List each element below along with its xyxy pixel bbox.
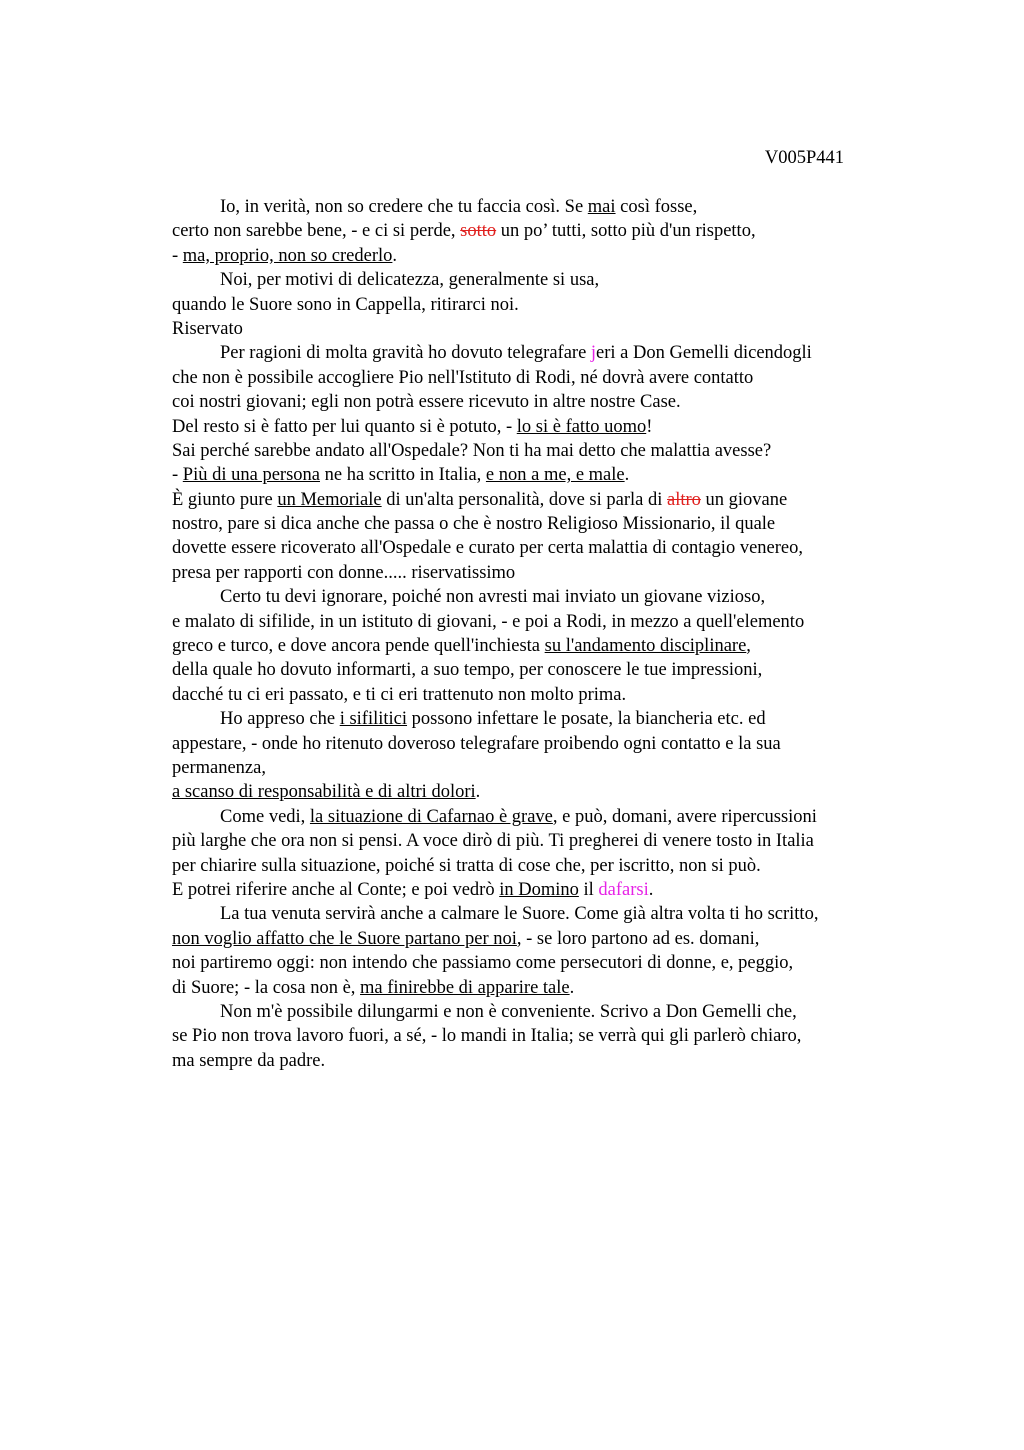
text-line <box>172 683 912 707</box>
text-line <box>172 293 912 317</box>
text-segment: Del resto si è fatto per lui quanto si è potuto, - <box>172 416 517 437</box>
text-line <box>172 512 912 536</box>
text-segment: Noi, per motivi di delicatezza, generalmente si usa, <box>220 270 600 291</box>
text-segment: - <box>172 245 183 266</box>
text-segment: È giunto pure <box>172 489 278 510</box>
text-line <box>172 268 912 292</box>
text-segment: il <box>578 879 599 900</box>
text-line <box>172 951 912 975</box>
text-segment: Ho appreso che <box>220 709 340 730</box>
text-segment: così fosse, <box>615 197 698 217</box>
underlined-text: i sifilitici <box>339 709 408 730</box>
text-segment: nostro, pare si dica anche che passa o che è nostro Religioso Missionario, il quale <box>172 514 776 535</box>
text-line <box>172 854 912 878</box>
text-line <box>172 707 912 731</box>
underlined-text: mai <box>587 197 616 217</box>
underlined-text: un Memoriale <box>277 489 382 510</box>
underlined-text: a scanso di responsabilità e di altri dolori <box>172 782 476 803</box>
text-line <box>172 1000 912 1024</box>
text-segment: di un'alta personalità, dove si parla di <box>381 489 668 510</box>
underlined-text: lo si è fatto uomo <box>516 416 647 437</box>
text-line <box>172 634 912 658</box>
underlined-text: la situazione di Cafarnao è grave <box>309 806 553 827</box>
text-segment: . <box>648 879 654 900</box>
text-line <box>172 439 912 463</box>
text-segment: Per ragioni di molta gravità ho dovuto telegrafare <box>220 343 591 364</box>
text-segment: e malato di sifilide, in un istituto di giovani, - e poi a Rodi, in mezzo a quell'elemento <box>172 611 805 632</box>
highlighted-text: dafarsi <box>598 879 649 900</box>
text-segment: - <box>172 465 183 486</box>
text-segment: Come vedi, <box>220 806 310 827</box>
text-line <box>172 463 912 487</box>
underlined-text: su l'andamento disciplinare <box>544 636 747 657</box>
struck-text: sotto <box>460 221 497 242</box>
text-segment: , <box>746 636 751 657</box>
text-line <box>172 756 912 780</box>
text-segment: un po’ tutti, sotto più d'un rispetto, <box>496 221 756 242</box>
text-segment: . <box>569 977 575 998</box>
text-segment: noi partiremo oggi: non intendo che passiamo come persecutori di donne, e, peggio, <box>172 953 794 974</box>
text-line <box>172 195 912 219</box>
text-line <box>172 488 912 512</box>
text-segment: . <box>392 245 398 266</box>
text-segment: . <box>475 782 481 803</box>
text-line <box>172 415 912 439</box>
text-line <box>172 927 912 951</box>
text-segment: ! <box>646 416 653 437</box>
text-segment: presa per rapporti con donne..... riservatissimo <box>172 562 516 583</box>
highlighted-text: j <box>590 343 597 364</box>
text-segment: E potrei riferire anche al Conte; e poi vedrò <box>172 879 500 900</box>
text-segment: Sai perché sarebbe andato all'Ospedale? Non ti ha mai detto che malattia avesse? <box>172 440 772 461</box>
struck-text: altro <box>667 489 701 510</box>
underlined-text: ma, proprio, non so crederlo <box>182 245 393 266</box>
text-segment: possono infettare le posate, la biancheria etc. ed <box>407 709 766 730</box>
text-segment: di Suore; - la cosa non è, <box>172 977 361 998</box>
text-segment: Non m'è possibile dilungarmi e non è conveniente. Scrivo a Don Gemelli che, <box>220 1001 797 1022</box>
text-segment: eri a Don Gemelli dicendogli <box>596 343 812 364</box>
text-line <box>172 878 912 902</box>
text-line <box>172 658 912 682</box>
text-line <box>172 341 912 365</box>
text-segment: Certo tu devi ignorare, poiché non avresti mai inviato un giovane vizioso, <box>220 587 766 608</box>
text-segment: se Pio non trova lavoro fuori, a sé, - lo mandi in Italia; se verrà qui gli parlerò chiaro, <box>172 1026 802 1047</box>
text-segment: , - se loro partono ad es. domani, <box>516 928 760 949</box>
text-line <box>172 780 912 804</box>
text-line <box>172 976 912 1000</box>
text-segment: Io, in verità, non so credere che tu faccia così. Se <box>220 197 588 217</box>
text-line <box>172 805 912 829</box>
text-segment: La tua venuta servirà anche a calmare le Suore. Come già altra volta ti ho scritto, <box>220 904 819 925</box>
text-segment: che non è possibile accogliere Pio nell'Istituto di Rodi, né dovrà avere contatto <box>172 367 754 388</box>
text-line <box>172 1024 912 1048</box>
page-identifier: V005P441 <box>764 148 844 168</box>
text-line <box>172 902 912 926</box>
underlined-text: ma finirebbe di apparire tale <box>360 977 570 998</box>
text-line <box>172 1049 912 1073</box>
underlined-text: in Domino <box>499 879 579 900</box>
underlined-text: non voglio affatto che le Suore partano per noi <box>172 928 517 949</box>
text-segment: dacché tu ci eri passato, e ti ci eri trattenuto non molto prima. <box>172 684 627 705</box>
text-line <box>172 585 912 609</box>
text-line <box>172 829 912 853</box>
text-segment: un giovane <box>700 489 788 510</box>
text-line <box>172 366 912 390</box>
text-segment: greco e turco, e dove ancora pende quell'inchiesta <box>172 636 545 657</box>
text-segment: per chiarire sulla situazione, poiché si tratta di cose che, per iscritto, non si può. <box>172 855 761 876</box>
text-line <box>172 561 912 585</box>
text-line <box>172 390 912 414</box>
text-segment: della quale ho dovuto informarti, a suo tempo, per conoscere le tue impressioni, <box>172 660 763 681</box>
underlined-text: Più di una persona <box>182 465 320 486</box>
text-line <box>172 732 912 756</box>
text-line <box>172 610 912 634</box>
text-segment: più larghe che ora non si pensi. A voce dirò di più. Ti pregherei di venere tosto in Italia <box>172 831 814 852</box>
text-segment: quando le Suore sono in Cappella, ritirarci noi. <box>172 294 519 315</box>
text-segment: , e può, domani, avere ripercussioni <box>552 806 817 827</box>
text-segment: ne ha scritto in Italia, <box>319 465 486 486</box>
text-segment: . <box>624 465 630 486</box>
letter-body <box>172 195 912 1073</box>
text-segment: certo non sarebbe bene, - e ci si perde, <box>172 221 461 242</box>
text-segment: dovette essere ricoverato all'Ospedale e curato per certa malattia di contagio venereo, <box>172 538 803 559</box>
text-line <box>172 244 912 268</box>
text-segment: Riservato <box>172 318 243 339</box>
text-line <box>172 536 912 560</box>
text-segment: ma sempre da padre. <box>172 1050 326 1071</box>
text-segment: permanenza, <box>172 757 266 778</box>
text-segment: appestare, - onde ho ritenuto doveroso telegrafare proibendo ogni contatto e la sua <box>172 733 781 754</box>
text-segment: coi nostri giovani; egli non potrà essere ricevuto in altre nostre Case. <box>172 392 681 413</box>
underlined-text: e non a me, e male <box>485 465 625 486</box>
text-line <box>172 317 912 341</box>
text-line <box>172 219 912 243</box>
